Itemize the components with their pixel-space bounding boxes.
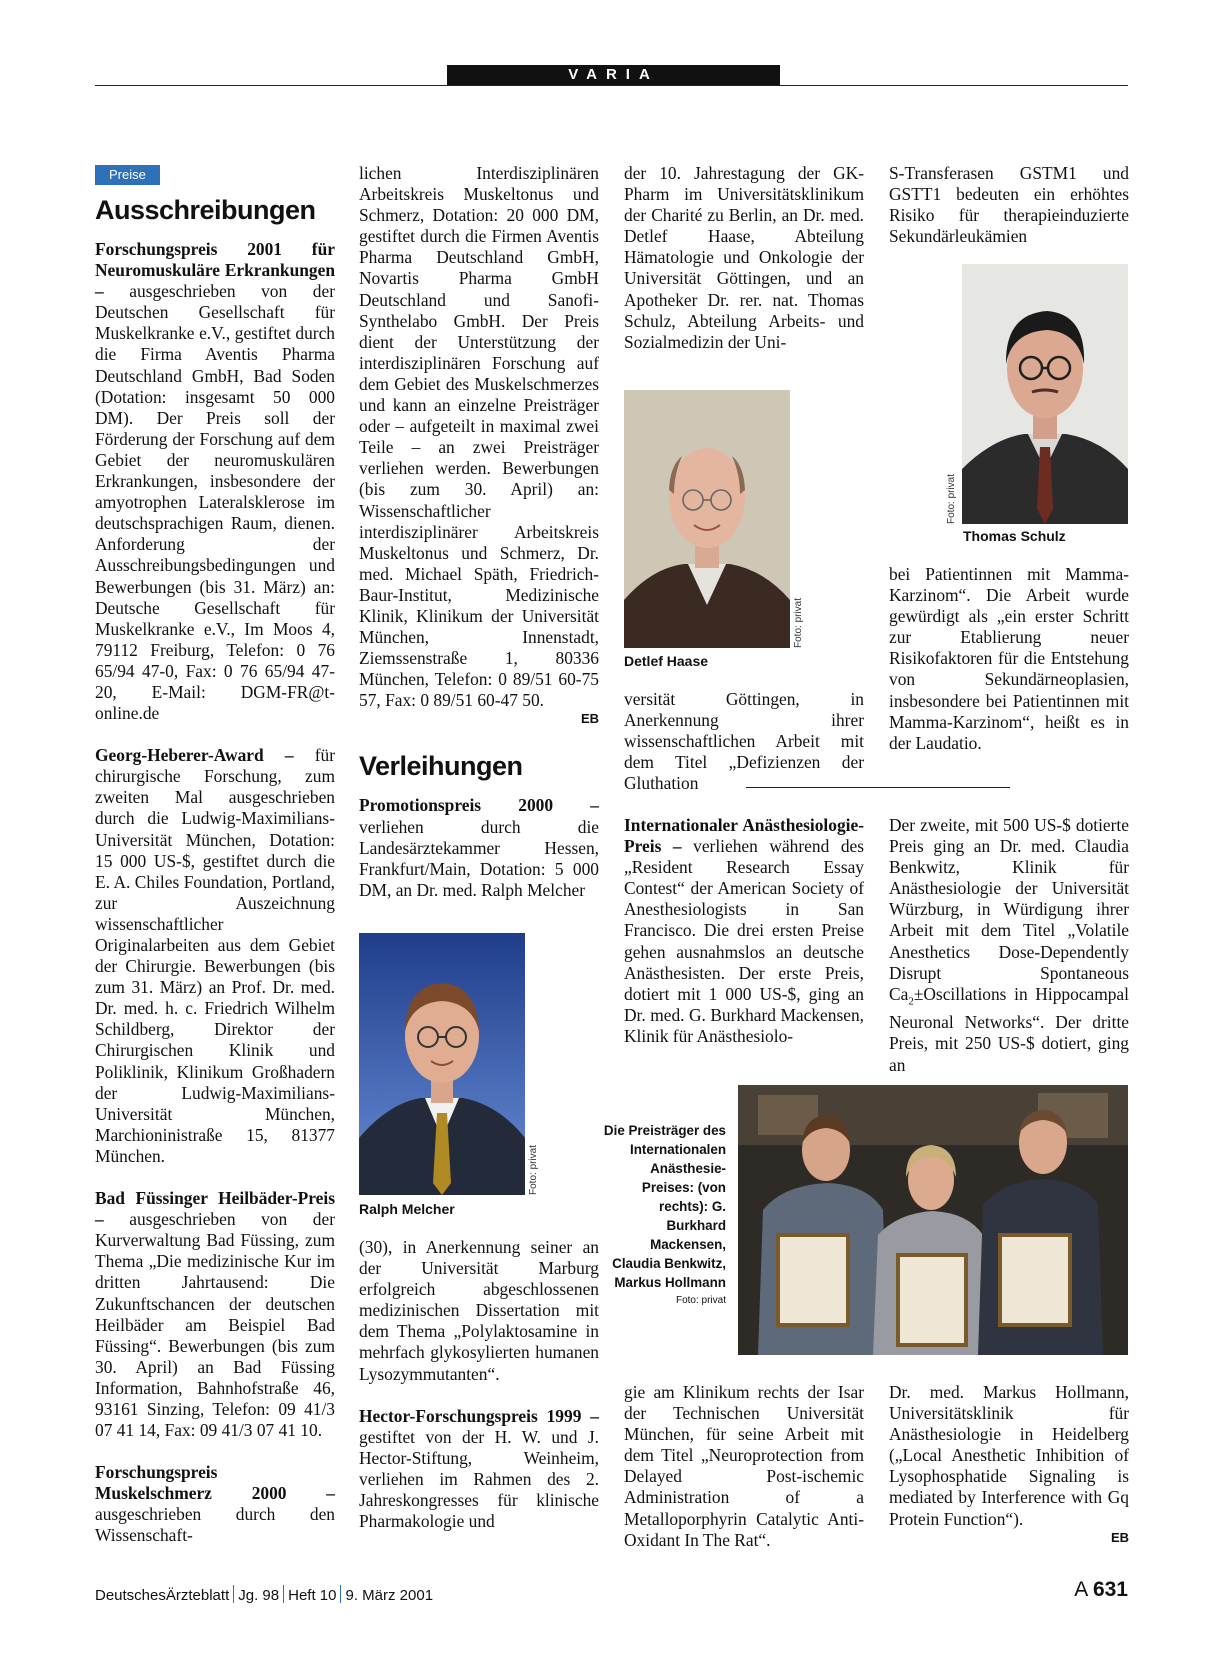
photo-credit-thomas: Foto: privat: [946, 473, 957, 524]
group-photo-caption: [600, 1121, 726, 1310]
column-3-bottom: [624, 1382, 864, 1551]
heading-ausschreibungen: Ausschreibungen: [95, 195, 316, 225]
column-4-lower: [889, 815, 1129, 1076]
author-signature-2: EB: [1110, 1529, 1129, 1545]
page-number-value: 631: [1092, 1578, 1128, 1601]
header-rule: [95, 85, 1128, 86]
section-divider: [746, 787, 1010, 788]
portrait-ralph-melcher: [359, 933, 525, 1195]
footer-separator: [283, 1585, 284, 1603]
column-3-top: [624, 163, 864, 353]
footer-separator: [233, 1585, 234, 1603]
article-hector-cont: der 10. Jahrestagung der GK-Pharm im Universitätsklinikum der Charité zu Berlin, an Dr. med. Detlef Haase, Abteilung Hämatologie und Onkologie der Universität Göttingen, und an Apotheker Dr. rer. nat. Thomas Schulz, Abteilung Arbeits- und Sozialmedizin der Uni-: [624, 163, 864, 352]
journal-volume: Jg. 98: [238, 1587, 280, 1604]
article-neuromuskulaer: Forschungspreis 2001 für Neuromuskuläre Erkrankungen – ausgeschrieben von der Deutschen Gesellschaft für Muskelkranke e.V., gestiftet durch die Firma Aventis Pharma Deutschland GmbH, Bad Soden (Dotation: insgesamt 50 000 DM). Der Preis soll der Förderung der Forschung auf dem Gebiet der neuromuskulären Erkrankungen, insbesondere der amyotrophen Lateralsklerose im deutschsprachigen Raum, dienen. Anforderung der Ausschreibungsbedingungen und Bewerbungen (bis 31. März) an: Deutsche Gesellschaft für Muskelkranke e.V., Im Moos 4, 79112 Freiburg, Telefon: 0 76 65/94 47-0, Fax: 0 76 65/94 47-20, E-Mail: DGM-FR@t-online.de: [95, 239, 335, 724]
page-number: [1074, 1578, 1128, 1602]
group-caption-text: Die Preisträger des Internationalen Anästhesie-Preises: (von rechts): G. Burkhard Mackensen, Claudia Benkwitz, Markus Hollmann: [603, 1123, 726, 1290]
photo-credit-ralph: Foto: privat: [528, 1144, 539, 1195]
footer-separator: [340, 1585, 341, 1603]
heading-verleihungen: Verleihungen: [359, 751, 523, 782]
portrait-thomas-schulz: [962, 264, 1128, 524]
column-4-top: [889, 163, 1129, 247]
footer-citation: [95, 1585, 433, 1604]
article-mamma-karzinom: bei Patientinnen mit Mamma-Karzinom“. Die Arbeit wurde gewürdigt als „ein erster Schritt zur Etablierung neuer Risikofaktoren für die Entstehung von Sekundärneoplasien, insbesondere bei Patientinnen mit Mamma-Karzinom“, heißt es in der Laudatio.: [889, 564, 1129, 753]
article-hollmann: Dr. med. Markus Hollmann, Universitätsklinik für Anästhesiologie in Heidelberg („Local Anesthetic Inhibition of Lysophosphatide Signaling is mediated by Interference with Gq Protein Function“).: [889, 1382, 1129, 1529]
column-4-middle: [889, 564, 1129, 754]
article-promotionspreis: Promotionspreis 2000 – verliehen durch die Landesärztekammer Hessen, Frankfurt/Main, Dotation: 5 000 DM, an Dr. med. Ralph Melcher: [359, 795, 599, 900]
article-mackensen-cont: gie am Klinikum rechts der Isar der Technischen Universität München, für seine Arbeit mit dem Titel „Neuroprotection from Delayed Post-ischemic Administration of a Metalloporphyrin Catalytic Anti-Oxidant In The Rat“.: [624, 1382, 864, 1550]
article-anaesthesiologie-preis: Internationaler Anästhesiologie-Preis – verliehen während des „Resident Research Essay Contest“ der American Society of Anesthesiologists in San Francisco. Die drei ersten Preise gehen ausnahmslos an deutsche Anästhesisten. Der erste Preis, dotiert mit 1 000 US-$, ging an Dr. med. G. Burkhard Mackensen, Klinik für Anästhesiolo-: [624, 815, 864, 1046]
article-muskelschmerz: Forschungspreis Muskelschmerz 2000 – ausgeschrieben durch den Wissenschaft-: [95, 1462, 335, 1546]
page-prefix: A: [1074, 1578, 1088, 1601]
column-4-bottom: [889, 1382, 1129, 1546]
column-3-middle: [624, 689, 864, 794]
journal-name: DeutschesÄrzteblatt: [95, 1587, 230, 1604]
column-1: [95, 163, 335, 1547]
group-photo-preistraeger: [738, 1085, 1128, 1355]
author-signature: EB: [580, 711, 599, 727]
column-3-lower: [624, 815, 864, 1047]
column-2-bottom: [359, 1237, 599, 1532]
journal-issue: Heft 10: [288, 1587, 337, 1604]
photo-credit-group: Foto: privat: [675, 1295, 726, 1306]
article-hector-preis: Hector-Forschungspreis 1999 – gestiftet von der H. W. und J. Hector-Stiftung, Weinheim, verliehen im Rahmen des 2. Jahreskongresses für klinische Pharmakologie und: [359, 1405, 599, 1532]
column-2-top: [359, 163, 599, 901]
article-gsttext: S-Transferasen GSTM1 und GSTT1 bedeuten ein erhöhtes Risiko für therapieinduzierte Sekundärleukämien: [889, 163, 1129, 247]
article-heberer-award: Georg-Heberer-Award – für chirurgische Forschung, zum zweiten Mal ausgeschrieben durch die Ludwig-Maximilians-Universität München, Dotation: 15 000 US-$, gestiftet durch die E. A. Chiles Foundation, Portland, zur Auszeichnung wissenschaftlicher Originalarbeiten aus dem Gebiet der Chirurgie. Bewerbungen (bis zum 31. März) an Prof. Dr. med. Dr. med. h. c. Friedrich Wilhelm Schildberg, Direktor der Chirurgischen Klinik und Poliklinik, Klinikum Großhadern der Ludwig-Maximilians-Universität München, Marchioninistraße 15, 81377 München.: [95, 745, 335, 1166]
photo-credit-detlef: Foto: privat: [793, 597, 804, 648]
category-tag: Preise: [95, 165, 160, 185]
article-promotionspreis-cont: (30), in Anerkennung seiner an der Universität Marburg erfolgreich abgeschlossenen medizinischen Dissertation mit dem Thema „Polylaktosamine in mehrfach glykosylierten humanen Lysozymmutanten“.: [359, 1237, 599, 1384]
caption-thomas-schulz: Thomas Schulz: [963, 528, 1066, 544]
section-label: VARIA: [447, 65, 780, 85]
article-zweiter-preis: Der zweite, mit 500 US-$ dotierte Preis ging an Dr. med. Claudia Benkwitz, Klinik für Anästhesiologie der Universität Würzburg, in Würdigung ihrer Arbeit mit dem Titel „Volatile Anesthetics Dose-Dependently Disrupt Spontaneous $Ca_2\pm Oscillations$ in Hippocampal Neuronal Networks“. Der dritte Preis, mit 250 US-$ dotiert, ging an: [889, 815, 1129, 1075]
article-haase-schulz-cont: versität Göttingen, in Anerkennung ihrer wissenschaftlichen Arbeit mit dem Titel „Defizienzen der Gluthation: [624, 689, 864, 794]
article-bad-fuessing: Bad Füssinger Heilbäder-Preis – ausgeschrieben von der Kurverwaltung Bad Füssing, zum Thema „Die medizinische Kur im dritten Jahrtausend: Die Zukunftschancen der deutschen Heilbäder am Beispiel Bad Füssing“. Bewerbungen (bis zum 30. April) an Bad Füssing Information, Bahnhofstraße 46, 93161 Sinzing, Telefon: 09 41/3 07 41 14, Fax: 09 41/3 07 41 10.: [95, 1188, 335, 1441]
journal-date: 9. März 2001: [345, 1587, 434, 1604]
portrait-detlef-haase: [624, 390, 790, 648]
caption-ralph-melcher: Ralph Melcher: [359, 1201, 455, 1217]
article-muskelschmerz-cont: lichen Interdisziplinären Arbeitskreis Muskeltonus und Schmerz, Dotation: 20 000 DM, gestiftet durch die Firmen Aventis Pharma Deutschland GmbH, Novartis Pharma GmbH Deutschland und Sanofi-Synthelabo GmbH. Der Preis dient der Unterstützung der interdisziplinären Forschung auf dem Gebiet des Muskelschmerzes und kann an einzelne Preisträger oder – aufgeteilt in maximal zwei Teile – an zwei Preisträger verliehen werden. Bewerbungen (bis zum 30. April) an: Wissenschaftlicher interdisziplinärer Arbeitskreis Muskeltonus und Schmerz, Dr. med. Michael Späth, Friedrich-Baur-Institut, Medizinische Klinik, Klinikum der Universität München, Innenstadt, Ziemssenstraße 1, 80336 München, Telefon: 0 89/51 60-75 57, Fax: 0 89/51 60-47 50.: [359, 163, 599, 711]
caption-detlef-haase: Detlef Haase: [624, 653, 709, 669]
